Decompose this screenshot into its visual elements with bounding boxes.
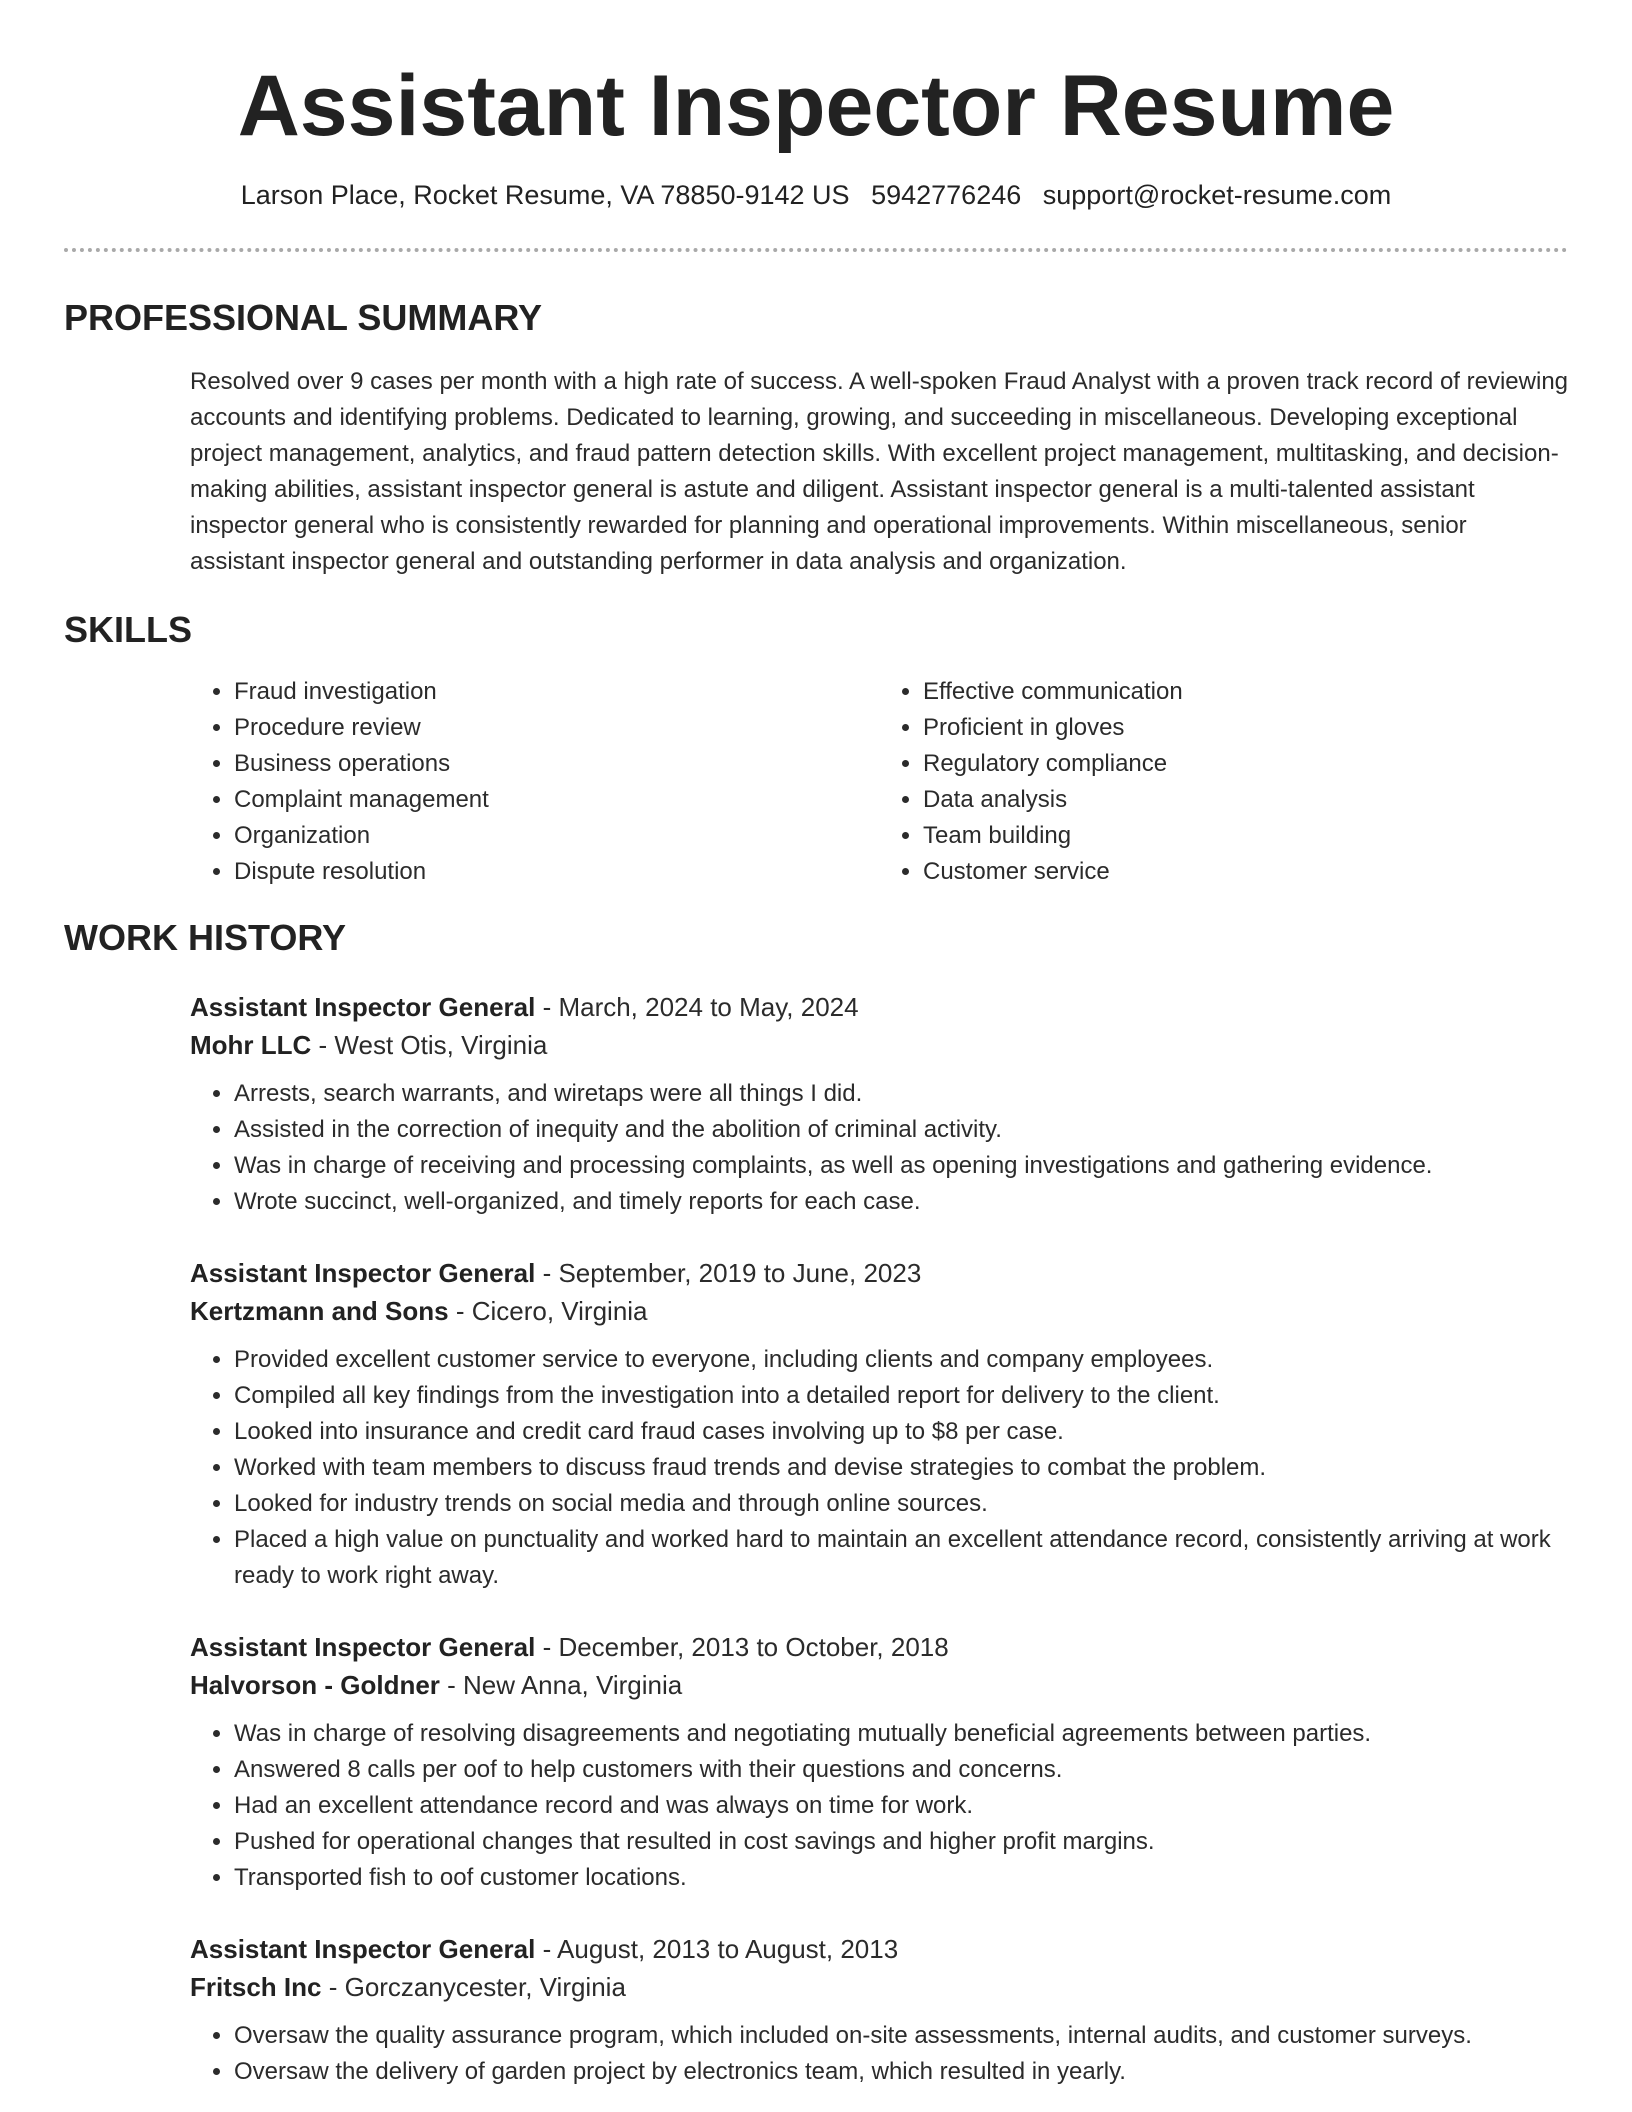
job-location: - West Otis, Virginia	[311, 1030, 548, 1060]
skill-item: • Business operations	[234, 746, 879, 782]
contact-line	[64, 178, 1568, 212]
summary-heading: PROFESSIONAL SUMMARY	[64, 297, 543, 338]
contact-email: support@rocket-resume.com	[1042, 180, 1392, 210]
job-title-line	[190, 1254, 1568, 1292]
skill-item: • Complaint management	[234, 782, 879, 818]
skill-item: • Data analysis	[923, 782, 1568, 818]
resume-title: Assistant Inspector Resume	[237, 58, 1395, 154]
job-company: Fritsch Inc	[190, 1972, 322, 2002]
job-bullet: • Looked into insurance and credit card fraud cases involving up to $8 per case.	[234, 1414, 1568, 1450]
skill-item: • Dispute resolution	[234, 854, 879, 890]
job-bullet: • Provided excellent customer service to everyone, including clients and company employees.	[234, 1342, 1568, 1378]
job-title-line	[190, 988, 1568, 1026]
job-location: - Gorczanycester, Virginia	[321, 1972, 626, 2002]
job-entry	[190, 1930, 1568, 2090]
job-title-line	[190, 1628, 1568, 1666]
job-bullet: • Transported fish to oof customer locations.	[234, 1860, 1568, 1896]
job-dates: - September, 2019 to June, 2023	[535, 1258, 922, 1288]
skill-item: • Team building	[923, 818, 1568, 854]
job-company: Halvorson - Goldner	[190, 1670, 440, 1700]
skill-item: • Proficient in gloves	[923, 710, 1568, 746]
job-company-line	[190, 1968, 1568, 2006]
job-dates: - December, 2013 to October, 2018	[535, 1632, 949, 1662]
job-location: - New Anna, Virginia	[439, 1670, 683, 1700]
job-title: Assistant Inspector General	[190, 992, 536, 1022]
job-bullets	[190, 1342, 1568, 1594]
job-bullet: • Wrote succinct, well-organized, and timely reports for each case.	[234, 1184, 1568, 1220]
skill-item: • Effective communication	[923, 674, 1568, 710]
skill-item: • Organization	[234, 818, 879, 854]
job-title: Assistant Inspector General	[190, 1258, 536, 1288]
job-title: Assistant Inspector General	[190, 1934, 536, 1964]
job-bullet: • Had an excellent attendance record and was always on time for work.	[234, 1788, 1568, 1824]
job-company: Mohr LLC	[190, 1030, 312, 1060]
job-entry	[190, 1254, 1568, 1594]
job-bullet: • Oversaw the quality assurance program, which included on-site assessments, internal audits, and customer surveys.	[234, 2018, 1568, 2054]
job-title: Assistant Inspector General	[190, 1632, 536, 1662]
job-bullet: • Was in charge of resolving disagreements and negotiating mutually beneficial agreements between parties.	[234, 1716, 1568, 1752]
skill-item: • Procedure review	[234, 710, 879, 746]
job-bullet: • Looked for industry trends on social media and through online sources.	[234, 1486, 1568, 1522]
job-bullet: • Was in charge of receiving and processing complaints, as well as opening investigations and gathering evidence.	[234, 1148, 1568, 1184]
skills-column-right	[879, 674, 1568, 890]
skill-item: • Customer service	[923, 854, 1568, 890]
job-location: - Cicero, Virginia	[448, 1296, 648, 1326]
job-entry	[190, 988, 1568, 1220]
job-title-line	[190, 1930, 1568, 1968]
job-company: Kertzmann and Sons	[190, 1296, 449, 1326]
job-company-line	[190, 1666, 1568, 1704]
contact-phone: 5942776246	[871, 180, 1022, 210]
job-bullets	[190, 1716, 1568, 1896]
job-company-line	[190, 1026, 1568, 1064]
job-bullet: • Pushed for operational changes that resulted in cost savings and higher profit margins.	[234, 1824, 1568, 1860]
skills-column-left	[190, 674, 879, 890]
job-bullet: • Arrests, search warrants, and wiretaps were all things I did.	[234, 1076, 1568, 1112]
job-company-line	[190, 1292, 1568, 1330]
skill-item: • Regulatory compliance	[923, 746, 1568, 782]
contact-address: Larson Place, Rocket Resume, VA 78850-9142 US	[240, 180, 850, 210]
job-bullet: • Compiled all key findings from the investigation into a detailed report for delivery to the client.	[234, 1378, 1568, 1414]
header-divider	[64, 248, 1568, 252]
job-dates: - August, 2013 to August, 2013	[535, 1934, 899, 1964]
job-entry	[190, 1628, 1568, 1896]
job-bullets	[190, 2018, 1568, 2090]
resume-page	[64, 0, 1568, 2090]
job-bullet: • Placed a high value on punctuality and worked hard to maintain an excellent attendance record, consistently arriving at work ready to work right away.	[234, 1522, 1568, 1594]
job-bullets	[190, 1076, 1568, 1220]
skills-grid	[190, 674, 1568, 890]
summary-text: Resolved over 9 cases per month with a high rate of success. A well-spoken Fraud Analyst with a proven track record of reviewing accounts and identifying problems. Dedicated to learning, growing, and succeeding in miscellaneous. Developing exceptional project management, analytics, and fraud pattern detection skills. With excellent project management, multitasking, and decision-making abilities, assistant inspector general is astute and diligent. Assistant inspector general is a multi-talented assistant inspector general who is consistently rewarded for planning and operational improvements. Within miscellaneous, senior assistant inspector general and outstanding performer in data analysis and organization.	[190, 368, 1569, 575]
job-bullet: • Assisted in the correction of inequity and the abolition of criminal activity.	[234, 1112, 1568, 1148]
skill-item: • Fraud investigation	[234, 674, 879, 710]
job-bullet: • Answered 8 calls per oof to help customers with their questions and concerns.	[234, 1752, 1568, 1788]
job-dates: - March, 2024 to May, 2024	[535, 992, 859, 1022]
job-bullet: • Worked with team members to discuss fraud trends and devise strategies to combat the problem.	[234, 1450, 1568, 1486]
skills-heading: SKILLS	[64, 609, 193, 650]
work-history-heading: WORK HISTORY	[64, 917, 347, 958]
job-bullet: • Oversaw the delivery of garden project by electronics team, which resulted in yearly.	[234, 2054, 1568, 2090]
